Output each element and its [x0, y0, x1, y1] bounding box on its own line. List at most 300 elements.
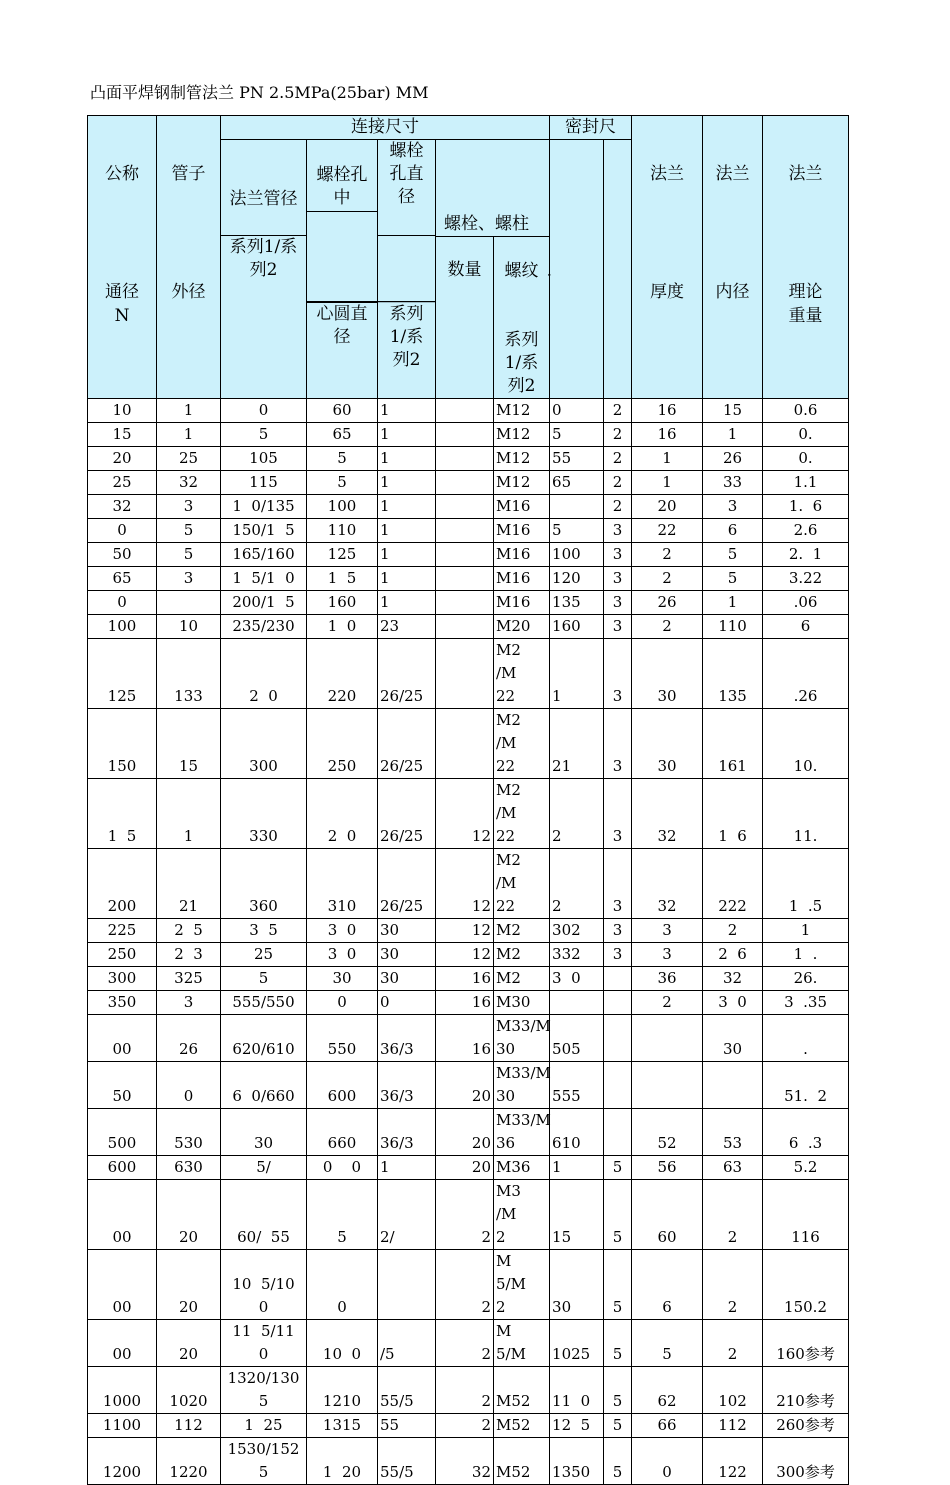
table-cell: 2 — [550, 849, 604, 919]
table-cell: .06 — [763, 591, 849, 615]
table-cell: 26 — [157, 1015, 221, 1062]
table-cell: 1000 — [88, 1367, 157, 1414]
table-cell: 2 — [703, 1320, 763, 1367]
header-text: 法兰 — [788, 164, 823, 184]
table-cell: 3 — [604, 943, 632, 967]
table-cell: 1 — [378, 471, 436, 495]
table-cell — [157, 591, 221, 615]
table-cell: 30 — [632, 709, 703, 779]
table-cell: 0. — [763, 447, 849, 471]
table-cell: 220 — [307, 639, 378, 709]
table-cell: M2 — [494, 967, 550, 991]
table-cell: 30 — [307, 967, 378, 991]
table-cell: 2 — [703, 1250, 763, 1320]
table-cell: 12 5 — [550, 1414, 604, 1438]
table-cell — [436, 591, 494, 615]
table-cell: M 5/M 2 — [494, 1250, 550, 1320]
table-cell: M16 — [494, 543, 550, 567]
table-cell — [436, 567, 494, 591]
table-cell: 1 — [550, 639, 604, 709]
table-cell — [550, 495, 604, 519]
table-cell: 5 — [307, 1180, 378, 1250]
table-cell: 3 0 — [307, 943, 378, 967]
table-cell: 6 0/660 — [221, 1062, 307, 1109]
table-cell: 32 — [632, 779, 703, 849]
table-row — [88, 1367, 849, 1414]
table-cell: 150.2 — [763, 1250, 849, 1320]
table-cell: 300 — [88, 967, 157, 991]
table-cell: M16 — [494, 495, 550, 519]
table-cell: 3 — [157, 567, 221, 591]
table-cell: 1 — [378, 567, 436, 591]
table-cell: 10 5/10 0 — [221, 1250, 307, 1320]
table-cell — [436, 495, 494, 519]
table-cell: 3 — [632, 919, 703, 943]
table-row — [88, 1062, 849, 1109]
table-cell: 1 .5 — [763, 849, 849, 919]
table-cell: 1.1 — [763, 471, 849, 495]
table-cell: 3 — [604, 919, 632, 943]
header-text: 内径 — [715, 282, 750, 302]
table-row — [88, 1180, 849, 1250]
table-cell: 52 — [632, 1109, 703, 1156]
table-cell: 3 — [604, 779, 632, 849]
table-cell: M52 — [494, 1414, 550, 1438]
table-cell: 1210 — [307, 1367, 378, 1414]
table-cell: 20 — [157, 1320, 221, 1367]
header-seal-b — [604, 140, 632, 399]
table-row — [88, 1320, 849, 1367]
table-cell: 310 — [307, 849, 378, 919]
table-cell: 00 — [88, 1015, 157, 1062]
table-cell: 5 — [604, 1438, 632, 1485]
table-cell: 33 — [703, 471, 763, 495]
table-cell: 30 — [221, 1109, 307, 1156]
table-cell: 555/550 — [221, 991, 307, 1015]
table-cell: 32 — [157, 471, 221, 495]
table-cell: 2 — [604, 471, 632, 495]
table-cell: 100 — [307, 495, 378, 519]
table-cell — [632, 1015, 703, 1062]
table-cell: 2 — [436, 1414, 494, 1438]
table-cell: 0 — [550, 399, 604, 423]
table-cell: 15 — [550, 1180, 604, 1250]
table-cell: 1 — [157, 399, 221, 423]
table-cell: 1 — [378, 591, 436, 615]
table-cell: 150 — [88, 709, 157, 779]
table-row — [88, 1250, 849, 1320]
table-cell: 3 — [703, 495, 763, 519]
table-cell: 1100 — [88, 1414, 157, 1438]
table-row — [88, 567, 849, 591]
table-cell: 1 — [763, 919, 849, 943]
table-cell: 555 — [550, 1062, 604, 1109]
table-row — [88, 1109, 849, 1156]
header-flange-id — [703, 116, 763, 399]
table-cell: 135 — [550, 591, 604, 615]
table-row — [88, 423, 849, 447]
table-cell: 3.22 — [763, 567, 849, 591]
table-cell: 1 — [378, 519, 436, 543]
table-cell — [378, 1250, 436, 1320]
table-row — [88, 943, 849, 967]
table-cell: 3 — [632, 943, 703, 967]
table-cell: 3 — [604, 567, 632, 591]
table-cell — [703, 1062, 763, 1109]
table-cell: 332 — [550, 943, 604, 967]
table-cell: 161 — [703, 709, 763, 779]
table-cell: 53 — [703, 1109, 763, 1156]
table-cell: 1020 — [157, 1367, 221, 1414]
table-cell — [604, 991, 632, 1015]
header-text: 理论 重量 — [788, 282, 823, 326]
table-cell: 3 — [604, 709, 632, 779]
table-cell: 110 — [703, 615, 763, 639]
header-bolt-hole-mid — [378, 236, 436, 302]
table-cell: 5 — [157, 543, 221, 567]
flange-table — [87, 115, 849, 1485]
table-cell: 5.2 — [763, 1156, 849, 1180]
header-bolt-circle-mid — [307, 212, 378, 302]
table-cell: M16 — [494, 567, 550, 591]
table-cell: 0.6 — [763, 399, 849, 423]
table-cell — [436, 639, 494, 709]
table-cell: 235/230 — [221, 615, 307, 639]
table-cell: 32 — [703, 967, 763, 991]
table-cell: M20 — [494, 615, 550, 639]
table-cell: M33/M 30 — [494, 1062, 550, 1109]
table-cell: 62 — [632, 1367, 703, 1414]
table-cell: 2 — [604, 423, 632, 447]
table-cell: 115 — [221, 471, 307, 495]
table-cell: 00 — [88, 1250, 157, 1320]
header-bolt-circle-b: 心圆直 径 — [307, 302, 378, 398]
table-cell: 30 — [550, 1250, 604, 1320]
table-cell — [604, 1062, 632, 1109]
table-cell: 2 — [436, 1250, 494, 1320]
table-cell: 5 — [221, 423, 307, 447]
table-cell — [436, 399, 494, 423]
table-cell: 3 — [157, 991, 221, 1015]
table-cell: 1 5 — [88, 779, 157, 849]
table-cell: 16 — [436, 967, 494, 991]
table-cell: 122 — [703, 1438, 763, 1485]
table-cell — [436, 447, 494, 471]
table-cell: 1 — [632, 447, 703, 471]
table-cell: M52 — [494, 1438, 550, 1485]
table-cell: 3 — [157, 495, 221, 519]
table-cell: 100 — [550, 543, 604, 567]
table-cell: 36/3 — [378, 1062, 436, 1109]
table-cell: 30 — [378, 919, 436, 943]
table-cell: 5 — [550, 519, 604, 543]
table-cell: 160参考 — [763, 1320, 849, 1367]
table-cell: 00 — [88, 1180, 157, 1250]
header-text: 通径 N — [105, 282, 139, 326]
table-cell: 23 — [378, 615, 436, 639]
table-cell: 1 — [157, 423, 221, 447]
table-cell: 250 — [307, 709, 378, 779]
table-cell: 5 — [703, 543, 763, 567]
table-cell: 5 — [604, 1250, 632, 1320]
table-cell: 12 — [436, 943, 494, 967]
table-cell: 2 5 — [157, 919, 221, 943]
table-row — [88, 1414, 849, 1438]
table-cell: 600 — [307, 1062, 378, 1109]
table-cell: /5 — [378, 1320, 436, 1367]
table-cell: 2.6 — [763, 519, 849, 543]
header-bolt-qty: 数量 — [436, 237, 494, 399]
table-cell: M2 /M 22 — [494, 639, 550, 709]
table-cell: 3 0 — [307, 919, 378, 943]
table-row — [88, 1015, 849, 1062]
table-cell: 55 — [378, 1414, 436, 1438]
table-cell: 1 0/135 — [221, 495, 307, 519]
table-cell: 325 — [157, 967, 221, 991]
table-cell: 300参考 — [763, 1438, 849, 1485]
table-cell: 210参考 — [763, 1367, 849, 1414]
table-cell: 30 — [703, 1015, 763, 1062]
table-cell: 2 — [550, 779, 604, 849]
table-cell: 2 3 — [157, 943, 221, 967]
table-cell: 3 — [604, 519, 632, 543]
table-cell: 10 — [157, 615, 221, 639]
table-cell: 30 — [378, 967, 436, 991]
table-cell: 1350 — [550, 1438, 604, 1485]
table-cell: 120 — [550, 567, 604, 591]
table-cell: 1 — [550, 1156, 604, 1180]
table-cell: 112 — [157, 1414, 221, 1438]
table-cell: 1530/152 5 — [221, 1438, 307, 1485]
table-cell: 1 20 — [307, 1438, 378, 1485]
table-cell: 60 — [307, 399, 378, 423]
table-cell: 5 — [632, 1320, 703, 1367]
table-cell: 2/ — [378, 1180, 436, 1250]
table-cell: 36/3 — [378, 1015, 436, 1062]
header-flange-od: 法兰管径 — [221, 140, 307, 236]
table-cell: M16 — [494, 591, 550, 615]
table-cell: 5 — [550, 423, 604, 447]
table-cell: 1 — [378, 423, 436, 447]
table-cell: 125 — [88, 639, 157, 709]
table-cell: 30 — [378, 943, 436, 967]
table-cell: M 5/M — [494, 1320, 550, 1367]
table-cell: 5 — [604, 1367, 632, 1414]
header-text: 外径 — [171, 282, 206, 302]
header-bolt-hole-series: 系列 1/系 列2 — [378, 302, 436, 398]
table-cell: 125 — [307, 543, 378, 567]
table-cell — [436, 543, 494, 567]
table-cell: 21 — [157, 849, 221, 919]
table-cell: 300 — [221, 709, 307, 779]
table-cell: 5 — [703, 567, 763, 591]
table-cell: 2 — [604, 447, 632, 471]
table-cell: 505 — [550, 1015, 604, 1062]
table-cell: 2 6 — [703, 943, 763, 967]
table-cell: 3 0 — [550, 967, 604, 991]
table-cell: 60 — [632, 1180, 703, 1250]
table-row — [88, 495, 849, 519]
table-row — [88, 543, 849, 567]
table-cell: 11 5/11 0 — [221, 1320, 307, 1367]
header-bolt-circle-a: 螺栓孔 中 — [307, 140, 378, 212]
table-row — [88, 399, 849, 423]
header-flange-weight — [763, 116, 849, 399]
table-cell: 165/160 — [221, 543, 307, 567]
table-cell: 1 — [378, 495, 436, 519]
table-cell: 1 — [378, 543, 436, 567]
table-cell: 102 — [703, 1367, 763, 1414]
table-row — [88, 447, 849, 471]
table-cell: 16 — [632, 399, 703, 423]
table-row — [88, 709, 849, 779]
table-cell: 1 — [703, 423, 763, 447]
table-cell — [436, 471, 494, 495]
table-cell: 222 — [703, 849, 763, 919]
table-cell — [436, 615, 494, 639]
table-cell: 50 — [88, 543, 157, 567]
table-cell: 2 0 — [307, 779, 378, 849]
table-cell: 0 — [307, 991, 378, 1015]
table-cell — [436, 519, 494, 543]
header-thread — [494, 237, 553, 399]
table-cell: 250 — [88, 943, 157, 967]
header-connection-dims: 连接尺寸 — [221, 116, 550, 140]
table-cell: 16 — [436, 991, 494, 1015]
table-cell: 36 — [632, 967, 703, 991]
table-cell: 1200 — [88, 1438, 157, 1485]
table-cell: 1315 — [307, 1414, 378, 1438]
table-cell: 330 — [221, 779, 307, 849]
table-cell: M2 /M 22 — [494, 849, 550, 919]
table-cell: 2. 1 — [763, 543, 849, 567]
table-cell: 63 — [703, 1156, 763, 1180]
table-cell: 12 — [436, 919, 494, 943]
table-cell: 2 — [436, 1367, 494, 1414]
table-cell: M52 — [494, 1367, 550, 1414]
table-cell: 200 — [88, 849, 157, 919]
table-cell: 55/5 — [378, 1367, 436, 1414]
table-cell: 36/3 — [378, 1109, 436, 1156]
table-cell: 2 — [604, 495, 632, 519]
table-cell: 112 — [703, 1414, 763, 1438]
table-cell: 20 — [157, 1250, 221, 1320]
table-cell: 200/1 5 — [221, 591, 307, 615]
table-cell: 660 — [307, 1109, 378, 1156]
table-cell: 26/25 — [378, 639, 436, 709]
table-cell: 12 — [436, 849, 494, 919]
table-cell — [604, 967, 632, 991]
table-cell: 225 — [88, 919, 157, 943]
table-cell: 26/25 — [378, 849, 436, 919]
table-cell: 20 — [88, 447, 157, 471]
table-cell: 2 — [632, 543, 703, 567]
table-cell: 3 — [604, 849, 632, 919]
table-cell: M2 — [494, 943, 550, 967]
table-cell: 500 — [88, 1109, 157, 1156]
table-cell: 1 6 — [703, 779, 763, 849]
table-cell: 160 — [550, 615, 604, 639]
table-cell: 5 — [307, 471, 378, 495]
table-cell: 32 — [88, 495, 157, 519]
table-cell: 56 — [632, 1156, 703, 1180]
table-cell: 116 — [763, 1180, 849, 1250]
table-cell: 1220 — [157, 1438, 221, 1485]
table-cell: 0. — [763, 423, 849, 447]
table-cell: 51. 2 — [763, 1062, 849, 1109]
table-cell: 20 — [436, 1062, 494, 1109]
table-cell: M16 — [494, 519, 550, 543]
table-cell: M12 — [494, 471, 550, 495]
table-cell: 630 — [157, 1156, 221, 1180]
table-cell: .26 — [763, 639, 849, 709]
header-text: 公称 — [105, 164, 139, 184]
table-cell: 5/ — [221, 1156, 307, 1180]
table-row — [88, 1438, 849, 1485]
table-cell: 30 — [632, 639, 703, 709]
table-cell: 1 5/1 0 — [221, 567, 307, 591]
table-row — [88, 519, 849, 543]
table-cell: 65 — [307, 423, 378, 447]
table-cell: 1. 6 — [763, 495, 849, 519]
table-cell — [436, 423, 494, 447]
header-pipe-od — [157, 116, 221, 399]
table-cell: 55 — [550, 447, 604, 471]
table-cell: M2 /M 22 — [494, 709, 550, 779]
table-cell — [436, 709, 494, 779]
table-cell: 25 — [221, 943, 307, 967]
table-cell: 3 0 — [703, 991, 763, 1015]
table-row — [88, 919, 849, 943]
table-cell: 5 — [307, 447, 378, 471]
table-cell: 6 — [703, 519, 763, 543]
page-title: 凸面平焊钢制管法兰 PN 2.5MPa(25bar) MM — [90, 83, 429, 102]
table-cell: 620/610 — [221, 1015, 307, 1062]
table-cell: 1 — [378, 447, 436, 471]
table-cell: 26/25 — [378, 709, 436, 779]
table-cell: 0 — [307, 1250, 378, 1320]
header-dot: . — [546, 261, 553, 281]
header-seal-dims: 密封尺 — [550, 116, 632, 140]
table-cell — [632, 1062, 703, 1109]
table-cell: 0 — [88, 591, 157, 615]
table-cell: 2 — [632, 615, 703, 639]
table-cell: 0 — [378, 991, 436, 1015]
table-cell: M2 /M 22 — [494, 779, 550, 849]
table-cell: 600 — [88, 1156, 157, 1180]
table-cell: 1 — [378, 1156, 436, 1180]
table-row — [88, 615, 849, 639]
table-cell: 2 — [632, 991, 703, 1015]
table-row — [88, 591, 849, 615]
table-cell: 10 0 — [307, 1320, 378, 1367]
table-row — [88, 849, 849, 919]
table-cell: 105 — [221, 447, 307, 471]
table-cell: 530 — [157, 1109, 221, 1156]
table-cell: 65 — [550, 471, 604, 495]
table-cell: M12 — [494, 447, 550, 471]
table-cell: 22 — [632, 519, 703, 543]
table-body — [88, 399, 849, 1485]
table-cell: 1 . — [763, 943, 849, 967]
table-cell: 60/ 55 — [221, 1180, 307, 1250]
table-cell: 3 — [604, 543, 632, 567]
table-cell: 10. — [763, 709, 849, 779]
table-cell: 00 — [88, 1320, 157, 1367]
table-cell: M33/M 36 — [494, 1109, 550, 1156]
table-cell: 5 — [604, 1320, 632, 1367]
table-cell: 260参考 — [763, 1414, 849, 1438]
